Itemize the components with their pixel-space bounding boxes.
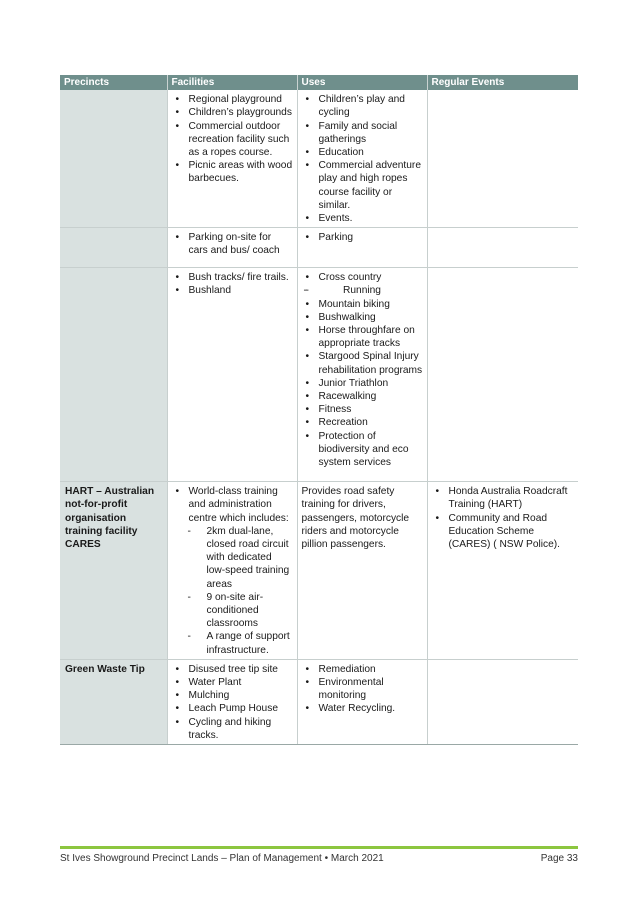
- list-item: • Water Plant: [172, 676, 293, 689]
- header-precincts: Precincts: [60, 75, 167, 90]
- events-cell: [427, 659, 578, 744]
- events-cell: [427, 90, 578, 228]
- footer-divider: [60, 846, 578, 849]
- list-item-label: World-class training and administration centre which includes:: [188, 486, 289, 524]
- precinct-cell: HART – Australian not-for-profit organisation training facility CARES: [60, 482, 167, 660]
- table-row: [60, 268, 578, 482]
- uses-cell: [297, 659, 427, 744]
- list-item-label: Cross country: [318, 272, 382, 284]
- list-item: • Racewalking: [302, 390, 423, 403]
- events-cell: [427, 482, 578, 660]
- list-item: • Mulching: [172, 689, 293, 702]
- sub-list-item-label: Running: [343, 285, 381, 297]
- table-row: [60, 90, 578, 228]
- header-facilities: Facilities: [167, 75, 297, 90]
- list-item: • Regional playground: [172, 93, 293, 106]
- list-item: • Environmental monitoring: [302, 676, 423, 702]
- list-item: • Honda Australia Roadcraft Training (HART): [432, 485, 575, 511]
- list-item: • Bush tracks/ fire trails.: [172, 271, 293, 284]
- list-item: • Commercial outdoor recreation facility such as a ropes course.: [172, 120, 293, 160]
- list-item: • Water Recycling.: [302, 702, 423, 715]
- table-row: [60, 228, 578, 268]
- events-cell: [427, 268, 578, 482]
- uses-cell: [297, 90, 427, 228]
- list-item: [172, 485, 293, 525]
- table-row: [60, 482, 578, 660]
- facilities-cell: [167, 90, 297, 228]
- table-header-row: [60, 75, 578, 90]
- sub-list-item: - - Running: [302, 284, 423, 297]
- list-item: • Mountain biking: [302, 298, 423, 311]
- header-uses: Uses: [297, 75, 427, 90]
- sub-list-item: - 9 on-site air-conditioned classrooms: [186, 591, 293, 631]
- uses-cell: [297, 228, 427, 268]
- list-item: • Disused tree tip site: [172, 663, 293, 676]
- list-item: • Leach Pump House: [172, 702, 293, 715]
- header-regular-events: Regular Events: [427, 75, 578, 90]
- uses-cell: [297, 268, 427, 482]
- list-item: • Bushland: [172, 284, 293, 297]
- list-item: • Remediation: [302, 663, 423, 676]
- list-item: • Horse throughfare on appropriate tracks: [302, 324, 423, 350]
- list-item: • Education: [302, 146, 423, 159]
- precinct-cell: [60, 228, 167, 268]
- uses-cell: Provides road safety training for drivers, passengers, motorcycle riders and motorcycle pillion passengers.: [297, 482, 427, 660]
- facilities-cell: [167, 659, 297, 744]
- facilities-cell: [167, 268, 297, 482]
- list-item: • Parking on-site for cars and bus/ coach: [172, 231, 293, 257]
- list-item: • Commercial adventure play and high ropes course facility or similar.: [302, 159, 423, 212]
- list-item: • Picnic areas with wood barbecues.: [172, 159, 293, 185]
- list-item: • Family and social gatherings: [302, 120, 423, 146]
- list-item: • Parking: [302, 231, 423, 244]
- table-row: [60, 659, 578, 744]
- sub-list-item: - 2km dual-lane, closed road circuit with dedicated low-speed training areas: [186, 525, 293, 591]
- list-item: • Cycling and hiking tracks.: [172, 716, 293, 742]
- list-item: • Children’s playgrounds: [172, 106, 293, 119]
- list-item: • Community and Road Education Scheme (CARES) ( NSW Police).: [432, 512, 575, 552]
- precinct-cell: Green Waste Tip: [60, 659, 167, 744]
- facilities-cell: [167, 228, 297, 268]
- list-item: • Protection of biodiversity and eco system services: [302, 430, 423, 470]
- list-item: • Recreation: [302, 416, 423, 429]
- precinct-table: [60, 75, 578, 745]
- page-number: Page 33: [540, 853, 578, 864]
- facilities-cell: [167, 482, 297, 660]
- list-item: • Junior Triathlon: [302, 377, 423, 390]
- list-item: [302, 271, 423, 297]
- list-item: • Events.: [302, 212, 423, 225]
- precinct-cell: [60, 268, 167, 482]
- events-cell: [427, 228, 578, 268]
- list-item: • Children’s play and cycling: [302, 93, 423, 119]
- precinct-cell: [60, 90, 167, 228]
- list-item: • Stargood Spinal Injury rehabilitation programs: [302, 350, 423, 376]
- list-item: • Bushwalking: [302, 311, 423, 324]
- list-item: • Fitness: [302, 403, 423, 416]
- footer-title: St Ives Showground Precinct Lands – Plan of Management • March 2021: [60, 853, 384, 864]
- sub-list-item: - A range of support infrastructure.: [186, 630, 293, 656]
